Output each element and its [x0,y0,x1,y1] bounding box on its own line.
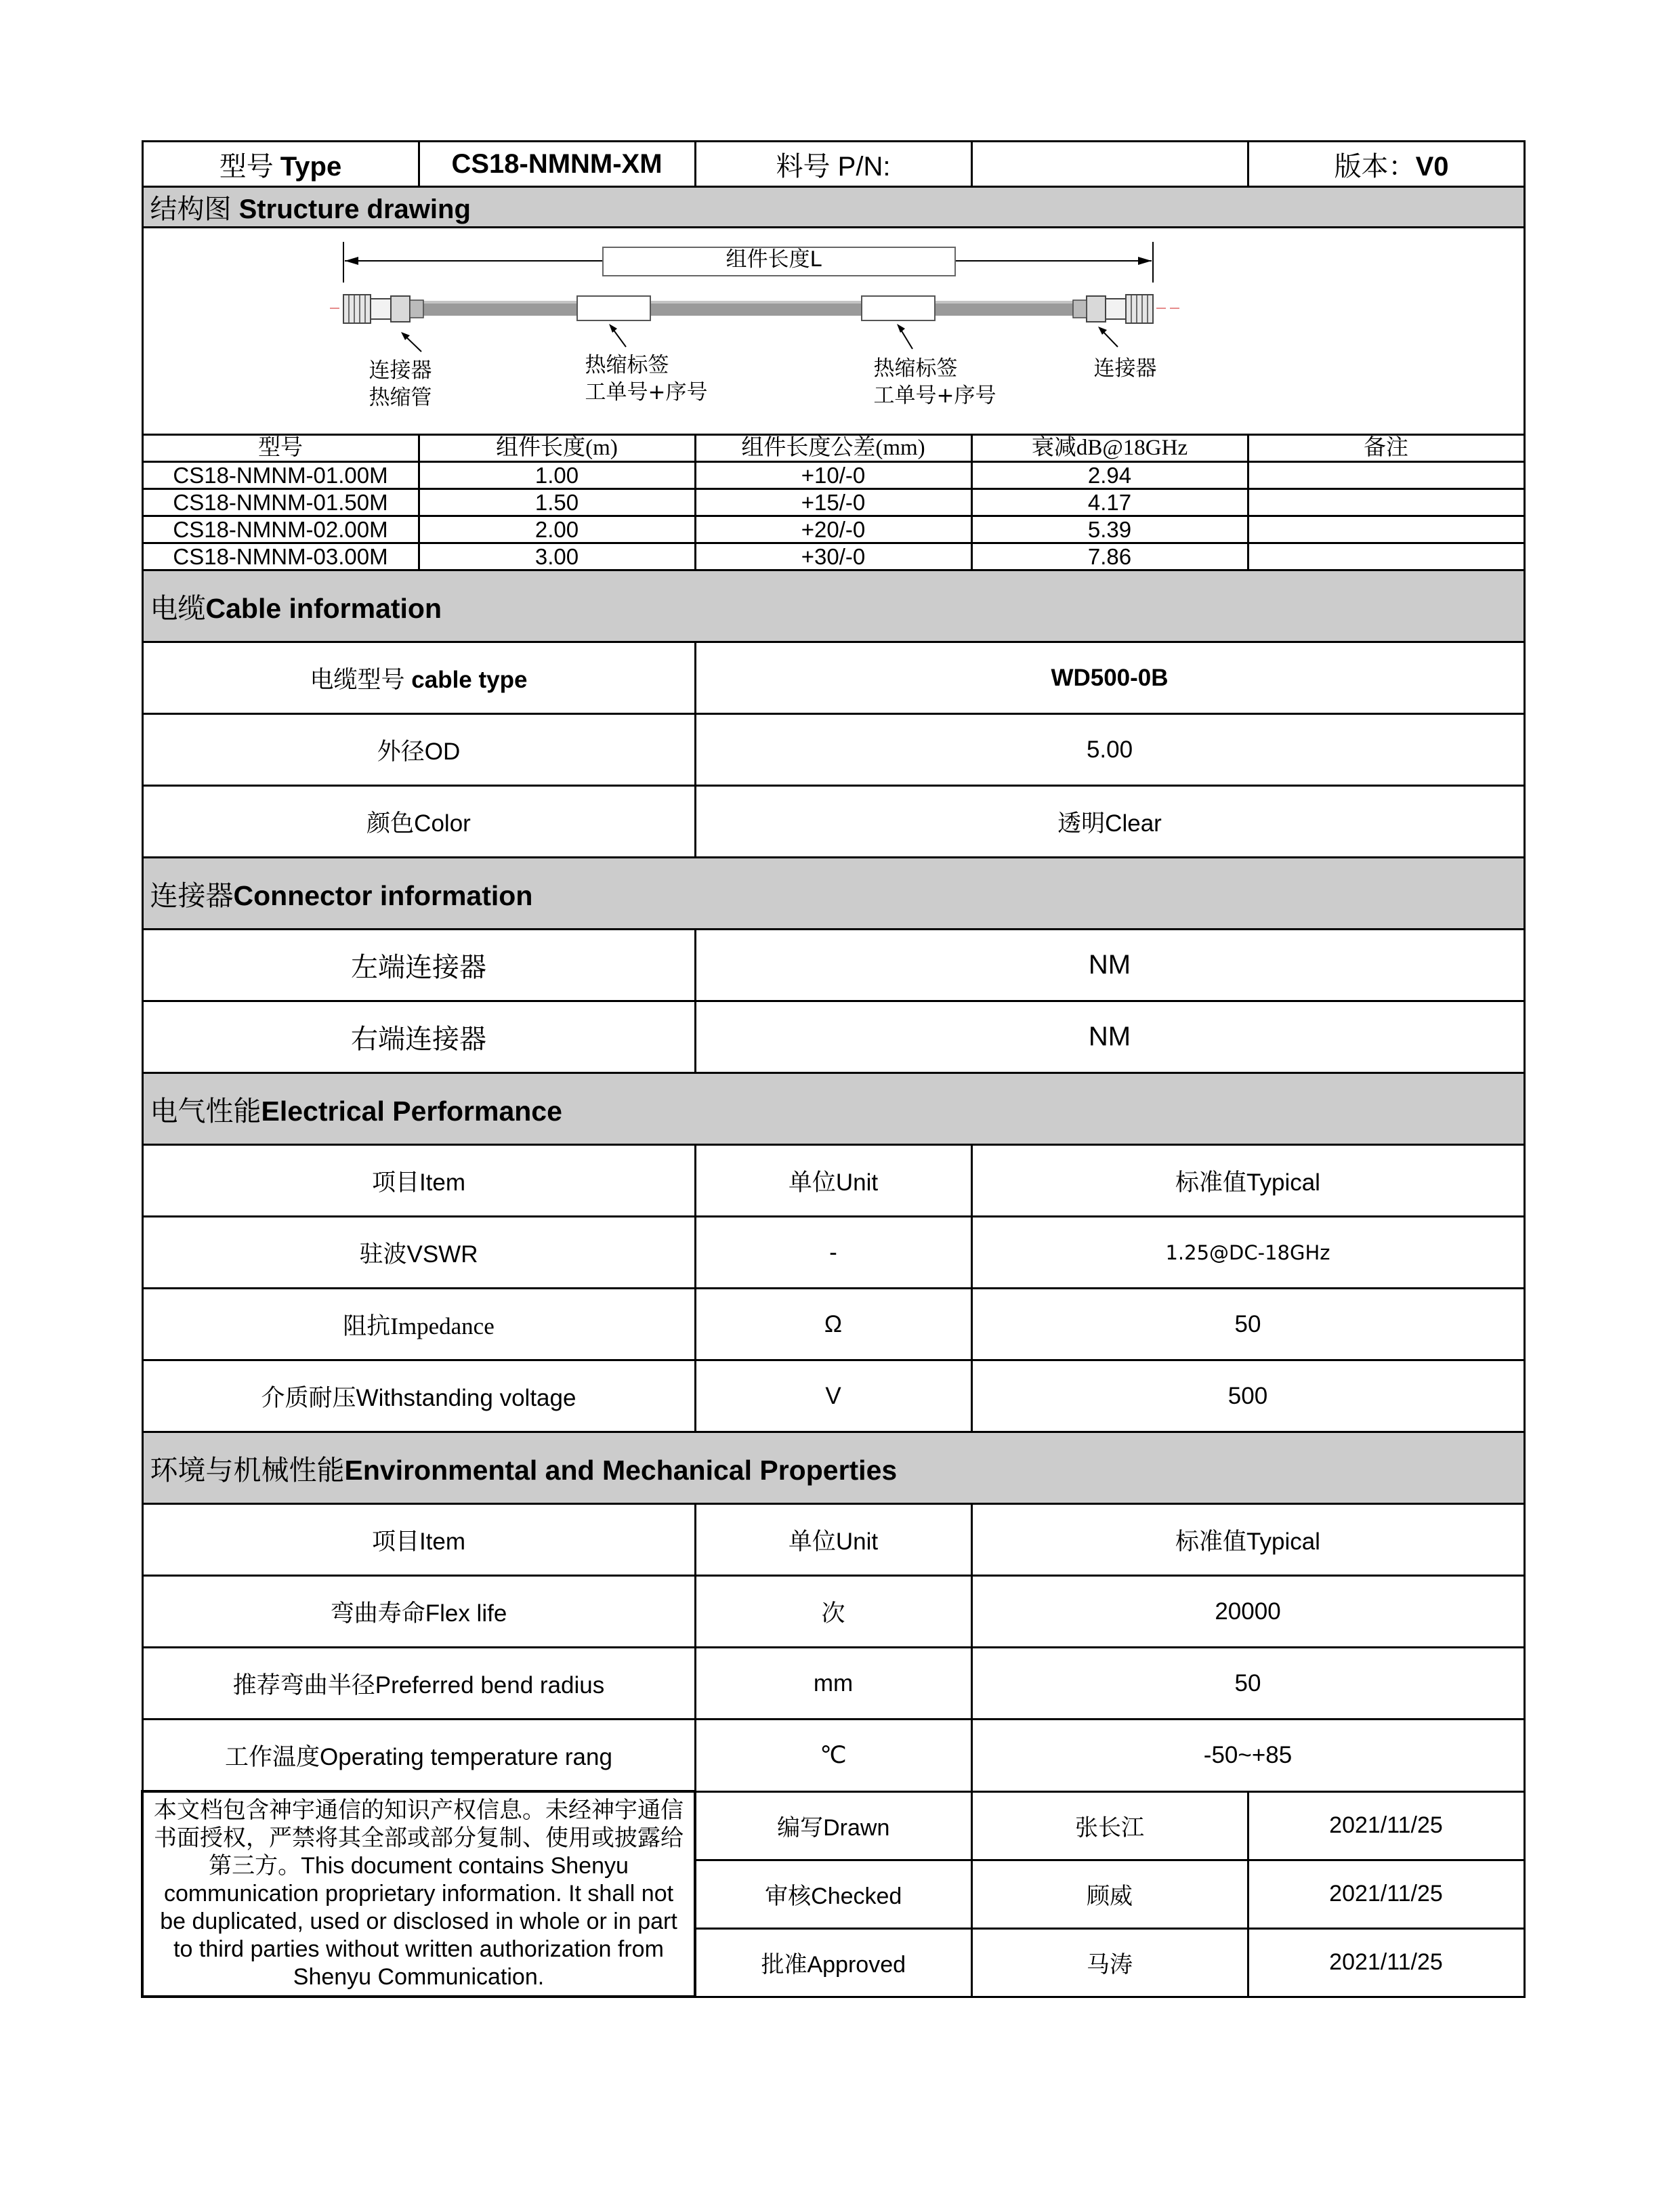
signoff-name: 马涛 [971,1928,1248,1997]
typical-cell: 500 [971,1360,1524,1432]
connector-title-en: Connector information [233,880,533,911]
signoff-role: 批准Approved [695,1928,971,1997]
attenuation-cell: 5.39 [971,516,1248,543]
pn-label-cell [695,142,971,187]
connector-left-label: 连接器 [369,358,432,383]
spec-sheet [141,140,1523,1998]
spec-table [141,140,1526,1998]
attenuation-cell: 4.17 [971,489,1248,516]
length-cell: 2.00 [419,516,695,543]
version-label: 版本： [1334,150,1416,182]
table-row [142,462,1524,489]
models-header: 组件长度公差(mm) [695,435,971,462]
signoff-date: 2021/11/25 [1248,1928,1524,1997]
left-connector-value: NM [695,930,1524,1001]
signoff-date: 2021/11/25 [1248,1791,1524,1860]
table-row [142,543,1524,570]
cable-section-title [142,570,1524,642]
cable-type-value: WD500-0B [695,642,1524,714]
structure-title-en: Structure drawing [238,194,471,224]
type-value: CS18-NMNM-XM [419,142,695,187]
electrical-section-title [142,1073,1524,1145]
structure-drawing [144,228,1524,434]
electrical-title-en: Electrical Performance [261,1096,562,1127]
unit-cell: ℃ [695,1720,971,1792]
remark-cell [1248,462,1524,489]
type-label-cell [142,142,419,187]
table-row [142,1648,1524,1720]
cable-type-label-cell [142,642,695,714]
type-label-en: Type [280,151,342,182]
table-row [142,516,1524,543]
model-cell: CS18-NMNM-02.00M [142,516,419,543]
attenuation-cell: 2.94 [971,462,1248,489]
remark-cell [1248,516,1524,543]
connector-right-label: 连接器 [1093,356,1157,381]
unit-cell: V [695,1360,971,1432]
model-cell: CS18-NMNM-03.00M [142,543,419,570]
right-connector-label: 右端连接器 [142,1001,695,1073]
cable-type-label-cn: 电缆型号 [310,666,405,693]
type-label: 型号 [219,150,274,182]
item-cell: 阻抗Impedance [142,1289,695,1360]
item-cell: 推荐弯曲半径Preferred bend radius [142,1648,695,1720]
pn-value [971,142,1248,187]
signoff-name: 张长江 [971,1791,1248,1860]
cable-color-value: 透明Clear [695,786,1524,858]
electrical-header-item: 项目Item [142,1145,695,1217]
table-row [142,1576,1524,1648]
work-order-2: 工单号+序号 [873,383,996,408]
ip-notice: 本文档包含神宇通信的知识产权信息。未经神宇通信书面授权，严禁将其全部或部分复制、使用或披露给第三方。This document contains Shenyu communication proprietary information. It shall not be duplicated, used or disclosed in whole or in part to third parties without written authorization from Shenyu Communication. [142,1791,695,1997]
model-cell: CS18-NMNM-01.50M [142,489,419,516]
tolerance-cell: +10/-0 [695,462,971,489]
model-cell: CS18-NMNM-01.00M [142,462,419,489]
heat-label-1: 热缩标签 [585,353,669,377]
signoff-name: 顾威 [971,1860,1248,1928]
signoff-date: 2021/11/25 [1248,1860,1524,1928]
cable-title-cn: 电缆 [150,593,206,624]
version-cell [1248,142,1524,187]
table-row [142,1720,1524,1792]
item-cell: 介质耐压Withstanding voltage [142,1360,695,1432]
signoff-role: 编写Drawn [695,1791,971,1860]
length-cell: 1.00 [419,462,695,489]
electrical-header-unit: 单位Unit [695,1145,971,1217]
pn-label: 料号 P/N: [776,151,891,182]
electrical-title-cn: 电气性能 [150,1096,261,1127]
models-header: 衰减dB@18GHz [971,435,1248,462]
signoff-role: 审核Checked [695,1860,971,1928]
left-connector-label: 左端连接器 [142,930,695,1001]
unit-cell: Ω [695,1289,971,1360]
length-cell: 3.00 [419,543,695,570]
environmental-header-item: 项目Item [142,1504,695,1576]
unit-cell: - [695,1217,971,1289]
cable-od-label: 外径OD [142,714,695,786]
right-connector-value: NM [695,1001,1524,1073]
item-cell: 工作温度Operating temperature rang [142,1720,695,1792]
electrical-header-typical: 标准值Typical [971,1145,1524,1217]
environmental-title-cn: 环境与机械性能 [150,1455,345,1486]
remark-cell [1248,543,1524,570]
signoff-row [142,1791,1524,1860]
typical-cell: 1.25@DC-18GHz [971,1217,1524,1289]
unit-cell: 次 [695,1576,971,1648]
environmental-header-unit: 单位Unit [695,1504,971,1576]
remark-cell [1248,489,1524,516]
table-row [142,489,1524,516]
table-row [142,1217,1524,1289]
environmental-section-title [142,1432,1524,1504]
models-header: 备注 [1248,435,1524,462]
table-row [142,1289,1524,1360]
typical-cell: 20000 [971,1576,1524,1648]
models-header: 型号 [142,435,419,462]
shrink-tube-label: 热缩管 [369,386,432,410]
work-order-1: 工单号+序号 [585,380,708,404]
structure-title [142,187,1524,228]
cable-title-en: Cable information [205,593,442,624]
tolerance-cell: +15/-0 [695,489,971,516]
structure-title-cn: 结构图 [150,194,232,224]
typical-cell: -50~+85 [971,1720,1524,1792]
connector-title-cn: 连接器 [150,880,234,911]
environmental-header-typical: 标准值Typical [971,1504,1524,1576]
version-value: V0 [1415,151,1449,182]
length-label: 组件长度L [726,247,822,272]
item-cell: 弯曲寿命Flex life [142,1576,695,1648]
table-row [142,1360,1524,1432]
typical-cell: 50 [971,1289,1524,1360]
attenuation-cell: 7.86 [971,543,1248,570]
structure-drawing-cell [142,228,1524,435]
models-header: 组件长度(m) [419,435,695,462]
length-cell: 1.50 [419,489,695,516]
item-cell: 驻波VSWR [142,1217,695,1289]
environmental-title-en: Environmental and Mechanical Properties [344,1455,898,1486]
tolerance-cell: +20/-0 [695,516,971,543]
cable-od-value: 5.00 [695,714,1524,786]
unit-cell: mm [695,1648,971,1720]
typical-cell: 50 [971,1648,1524,1720]
cable-type-label-en: cable type [411,666,528,693]
cable-color-label: 颜色Color [142,786,695,858]
connector-section-title [142,858,1524,930]
tolerance-cell: +30/-0 [695,543,971,570]
heat-label-2: 热缩标签 [873,356,958,381]
